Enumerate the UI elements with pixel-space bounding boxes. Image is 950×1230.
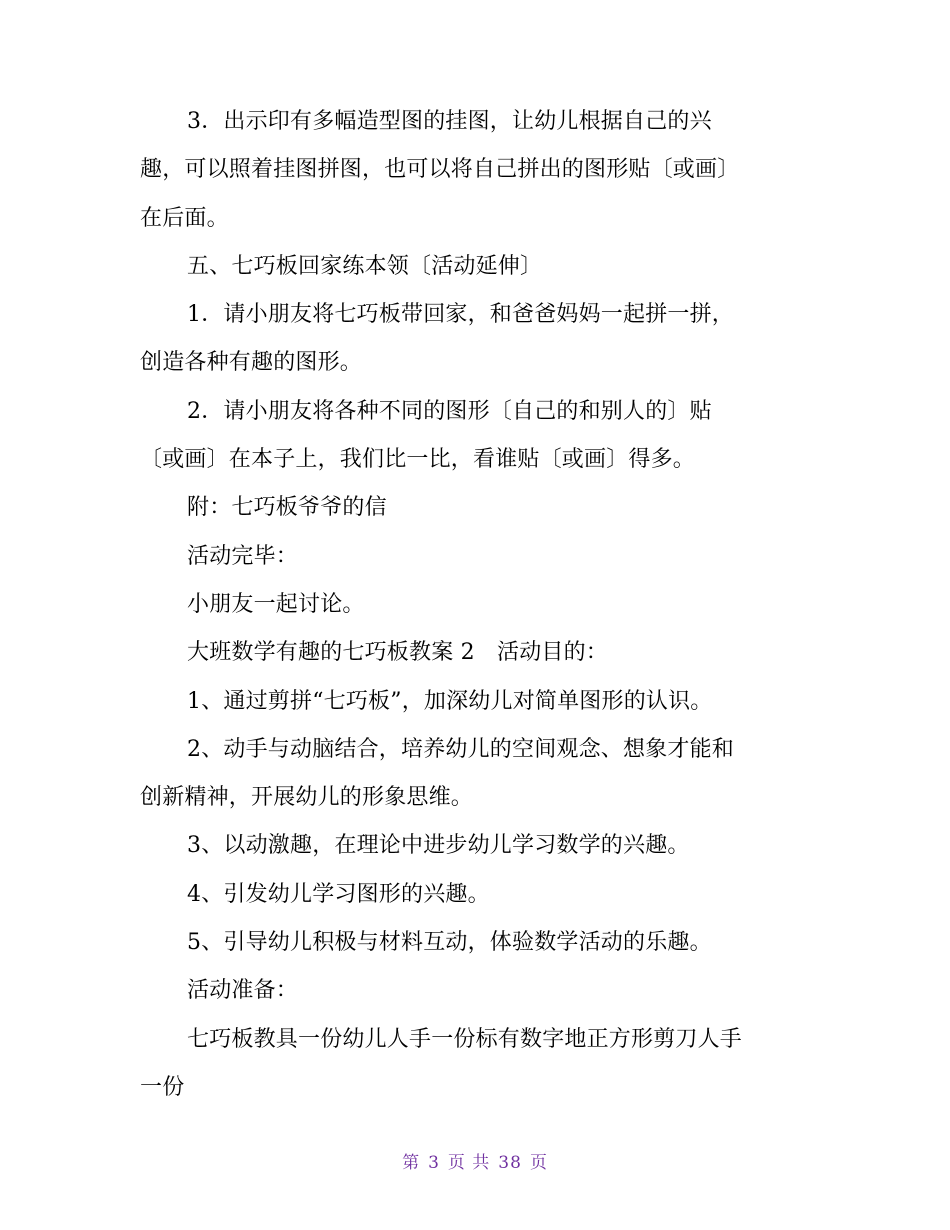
footer-suffix: 页 [529,1153,548,1173]
text-line: 活动准备： [187,978,299,1004]
text-line: 活动完毕： [187,543,299,569]
footer-middle: 页 共 [447,1153,491,1173]
text-line: 创新精神，开展幼儿的形象思维。 [140,785,474,811]
text-line: 附：七巧板爷爷的信 [187,495,387,521]
text-line: 在后面。 [140,205,229,231]
text-line: 2、动手与动脑结合，培养幼儿的空间观念、想象才能和 [187,736,734,762]
document-body [140,98,810,1112]
text-line: 趣，可以照着挂图拼图，也可以将自己拼出的图形贴〔或画〕 [140,157,740,183]
text-line: 3．出示印有多幅造型图的挂图，让幼儿根据自己的兴 [187,109,712,134]
text-line: 七巧板教具一份幼儿人手一份标有数字地正方形剪刀人手 [187,1026,743,1052]
footer-total-pages: 38 [498,1153,522,1173]
footer-current-page: 3 [428,1153,440,1173]
text-line: 2．请小朋友将各种不同的图形〔自己的和别人的〕贴 [187,398,712,424]
text-line: 3、以动激趣，在理论中进步幼儿学习数学的兴趣。 [187,833,690,859]
text-line: 小朋友一起讨论。 [187,591,365,617]
section-heading: 五、七巧板回家练本领〔活动延伸〕 [187,253,543,279]
text-line: 一份 [140,1074,185,1100]
footer-prefix: 第 [402,1153,421,1173]
text-line: 1．请小朋友将七巧板带回家，和爸爸妈妈一起拼一拼， [187,302,734,328]
text-line: 大班数学有趣的七巧板教案 2 活动目的： [187,640,608,666]
text-line: 1、通过剪拼“七巧板”，加深幼儿对简单图形的认识。 [187,688,713,714]
page-footer [0,1148,950,1173]
text-line: 〔或画〕在本子上，我们比一比，看谁贴〔或画〕得多。 [140,447,696,473]
text-line: 4、引发幼儿学习图形的兴趣。 [187,881,490,907]
text-line: 创造各种有趣的图形。 [140,350,363,376]
text-line: 5、引导幼儿积极与材料互动，体验数学活动的乐趣。 [187,930,712,956]
